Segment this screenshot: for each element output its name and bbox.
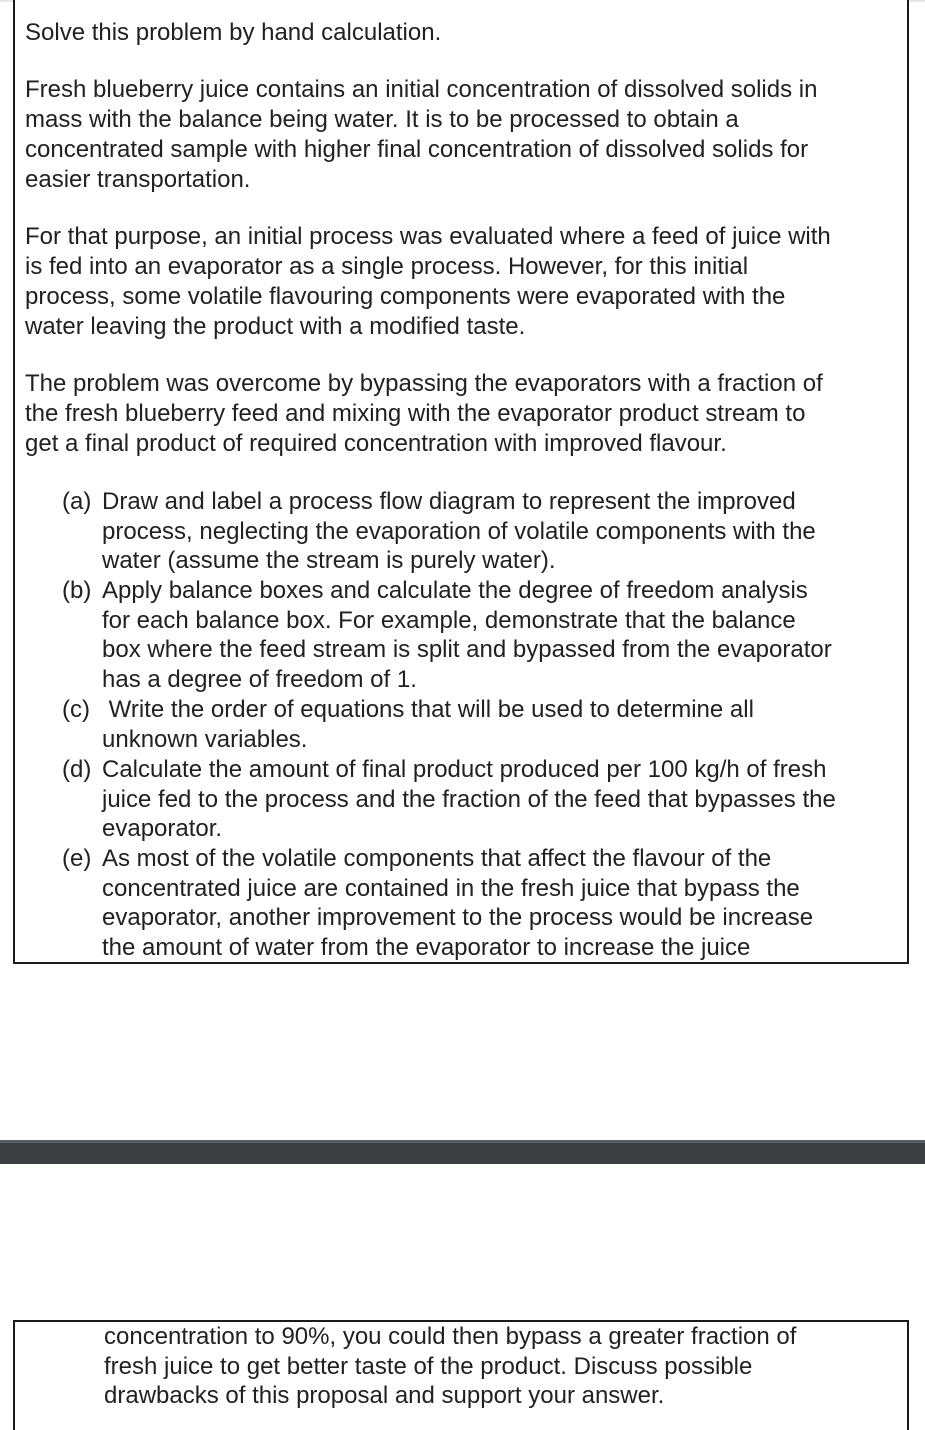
question-a-line-1: Draw and label a process flow diagram to represent the improved [102,488,796,515]
question-b-line-4: has a degree of freedom of 1. [102,665,417,693]
question-a-line-2: process, neglecting the evaporation of volatile components with the [102,517,816,545]
question-b-line-1: Apply balance boxes and calculate the degree of freedom analysis [102,577,808,604]
question-e-line-2: concentrated juice are contained in the fresh juice that bypass the [102,874,800,902]
question-d [62,755,836,844]
paragraph-3 [25,369,823,459]
question-e-marker: (e) [62,845,92,872]
paragraph-1-line-3: concentrated sample with higher final concentration of dissolved solids for [25,136,809,163]
question-d-line-3: evaporator. [102,815,223,843]
question-a-marker: (a) [62,488,92,515]
paragraph-2-line-2: is fed into an evaporator as a single process. However, for this initial [25,253,749,280]
page-divider [0,1140,925,1164]
question-a [62,487,816,576]
question-e-line-3: evaporator, another improvement to the process would be increase [102,904,814,932]
question-e-line-4: the amount of water from the evaporator to increase the juice [102,933,751,961]
paragraph-1-line-1: Fresh blueberry juice contains an initial concentration of dissolved solids in [25,76,818,103]
question-b-marker: (b) [62,577,92,604]
paragraph-3-line-2: the fresh blueberry feed and mixing with the evaporator product stream to [25,400,806,427]
question-c-line-2: unknown variables. [102,725,308,753]
paragraph-2-line-3: process, some volatile flavouring components were evaporated with the [25,283,786,310]
question-d-line-2: juice fed to the process and the fraction of the feed that bypasses the [102,785,836,813]
paragraph-2-line-1: For that purpose, an initial process was evaluated where a feed of juice with [25,223,831,250]
question-b [62,576,832,694]
instruction-text: Solve this problem by hand calculation. [25,19,442,46]
continuation-text [104,1322,796,1411]
question-c [62,695,754,754]
paragraph-2-line-4: water leaving the product with a modified taste. [25,313,526,340]
question-c-line-1: Write the order of equations that will be used to determine all [102,696,754,723]
paragraph-3-line-3: get a final product of required concentration with improved flavour. [25,430,727,457]
paragraph-1 [25,75,817,195]
question-e-line-1: As most of the volatile components that affect the flavour of the [102,845,772,872]
question-b-line-2: for each balance box. For example, demonstrate that the balance [102,606,796,634]
question-a-line-3: water (assume the stream is purely water). [102,547,556,575]
paragraph-1-line-4: easier transportation. [25,166,251,193]
page-divider-highlight [0,1140,925,1143]
continuation-line-3: drawbacks of this proposal and support your answer. [104,1382,665,1410]
question-e [62,844,813,962]
continuation-line-2: fresh juice to get better taste of the product. Discuss possible [104,1352,753,1380]
question-d-marker: (d) [62,756,92,783]
paragraph-1-line-2: mass with the balance being water. It is to be processed to obtain a [25,106,739,133]
continuation-line-1: concentration to 90%, you could then bypass a greater fraction of [104,1323,797,1350]
question-b-line-3: box where the feed stream is split and bypassed from the evaporator [102,636,832,664]
question-d-line-1: Calculate the amount of final product produced per 100 kg/h of fresh [102,756,827,783]
paragraph-2 [25,222,831,342]
question-c-marker: (c) [62,696,90,723]
paragraph-3-line-1: The problem was overcome by bypassing the evaporators with a fraction of [25,370,823,397]
